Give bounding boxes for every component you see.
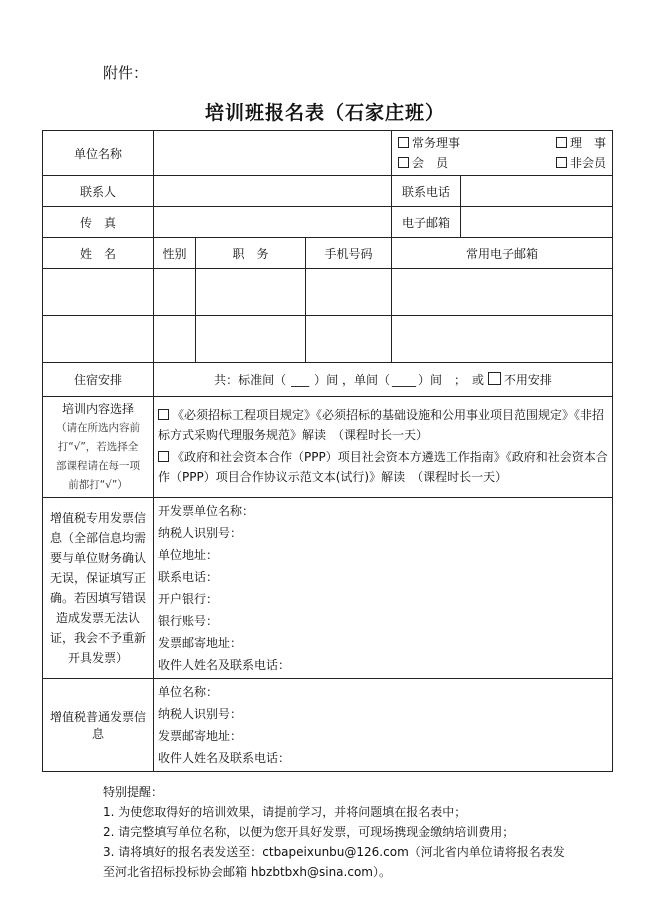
membership-option-non-member[interactable]: 非会员 bbox=[556, 153, 606, 173]
vat-special-field[interactable]: 发票邮寄地址： bbox=[158, 636, 243, 650]
attendee-mobile-field[interactable] bbox=[306, 316, 392, 363]
unit-name-label: 单位名称 bbox=[43, 131, 154, 176]
attendee-gender-field[interactable] bbox=[154, 316, 196, 363]
vat-special-field[interactable]: 开发票单位名称： bbox=[158, 504, 255, 518]
attendee-position-field[interactable] bbox=[196, 316, 306, 363]
contact-field[interactable] bbox=[154, 176, 392, 207]
lodging-label: 住宿安排 bbox=[43, 363, 154, 397]
checkbox-icon[interactable] bbox=[158, 409, 169, 420]
table-row bbox=[43, 316, 613, 363]
col-position-header: 职 务 bbox=[196, 238, 306, 269]
email-label: 电子邮箱 bbox=[392, 207, 461, 238]
vat-special-field[interactable]: 开户银行： bbox=[158, 592, 219, 606]
membership-option-director[interactable]: 理 事 bbox=[556, 133, 606, 153]
col-gender-header: 性别 bbox=[154, 238, 196, 269]
contact-label: 联系人 bbox=[43, 176, 154, 207]
vat-special-field[interactable]: 银行账号： bbox=[158, 614, 219, 628]
annex-label: 附件： bbox=[103, 64, 149, 82]
note-item: 1. 为使您取得好的培训效果，请提前学习，并将问题填在报名表中； bbox=[103, 805, 467, 819]
special-notes bbox=[103, 782, 573, 882]
checkbox-icon[interactable] bbox=[556, 137, 567, 148]
vat-normal-field[interactable]: 纳税人识别号： bbox=[158, 707, 243, 721]
vat-special-field[interactable]: 联系电话： bbox=[158, 570, 219, 584]
course-options bbox=[154, 397, 613, 498]
checkbox-icon[interactable] bbox=[398, 157, 409, 168]
phone-field[interactable] bbox=[461, 176, 613, 207]
note-item: 2. 请完整填写单位名称，以便为您开具好发票，可现场携现金缴纳培训费用； bbox=[103, 825, 515, 839]
attendee-email-field[interactable] bbox=[392, 269, 613, 316]
vat-special-field[interactable]: 纳税人识别号： bbox=[158, 526, 243, 540]
vat-normal-fields bbox=[154, 679, 613, 772]
notes-heading: 特别提醒： bbox=[103, 785, 164, 799]
checkbox-icon[interactable] bbox=[556, 157, 567, 168]
table-row bbox=[43, 269, 613, 316]
page-title: 培训班报名表（石家庄班） bbox=[204, 102, 445, 124]
vat-special-fields bbox=[154, 498, 613, 679]
fax-label: 传 真 bbox=[43, 207, 154, 238]
checkbox-icon[interactable] bbox=[398, 137, 409, 148]
col-mobile-header: 手机号码 bbox=[306, 238, 392, 269]
standard-room-count-field[interactable]: ___ bbox=[291, 373, 310, 387]
vat-normal-field[interactable]: 发票邮寄地址： bbox=[158, 729, 243, 743]
checkbox-icon[interactable] bbox=[488, 372, 501, 385]
attendee-position-field[interactable] bbox=[196, 269, 306, 316]
email-field[interactable] bbox=[461, 207, 613, 238]
attendee-gender-field[interactable] bbox=[154, 269, 196, 316]
attendee-name-field[interactable] bbox=[43, 269, 154, 316]
registration-form bbox=[42, 130, 613, 772]
no-lodging-option[interactable]: 不用安排 bbox=[488, 373, 552, 387]
col-email-header: 常用电子邮箱 bbox=[392, 238, 613, 269]
membership-options bbox=[392, 131, 613, 176]
course-selection-label: 培训内容选择 （请在所选内容前 打“√”，若选择全 部课程请在每一项 前都打“√”） bbox=[43, 397, 154, 498]
attendee-name-field[interactable] bbox=[43, 316, 154, 363]
checkbox-icon[interactable] bbox=[158, 451, 169, 462]
vat-normal-field[interactable]: 收件人姓名及联系电话： bbox=[158, 751, 291, 765]
vat-normal-field[interactable]: 单位名称： bbox=[158, 685, 219, 699]
attendee-mobile-field[interactable] bbox=[306, 269, 392, 316]
phone-label: 联系电话 bbox=[392, 176, 461, 207]
vat-special-field[interactable]: 收件人姓名及联系电话： bbox=[158, 658, 291, 672]
vat-special-label: 增值税专用发票信息（全部信息均需要与单位财务确认无误，保证填写正确。若因填写错误造成发票无法认证，我会不予重新开具发票） bbox=[43, 498, 154, 679]
lodging-options: 共：标准间（ ___ ）间 ，单间（ ____ ）间 ； 或 不用安排 bbox=[154, 363, 613, 397]
vat-special-field[interactable]: 单位地址： bbox=[158, 548, 219, 562]
membership-option-standing-director[interactable]: 常务理事 bbox=[398, 133, 460, 153]
vat-normal-label: 增值税普通发票信息 bbox=[43, 679, 154, 772]
col-name-header: 姓 名 bbox=[43, 238, 154, 269]
unit-name-field[interactable] bbox=[154, 131, 392, 176]
membership-option-member[interactable]: 会 员 bbox=[398, 153, 448, 173]
attendee-email-field[interactable] bbox=[392, 316, 613, 363]
single-room-count-field[interactable]: ____ bbox=[392, 373, 416, 387]
course-option-1[interactable]: 《必须招标工程项目规定》《必须招标的基础设施和公用事业项目范围规定》《非招标方式采购代理服务规范》解读 （课程时长一天） bbox=[158, 408, 605, 442]
note-item: 3. 请将填好的报名表发送至：ctbapeixunbu@126.com（河北省内单位请将报名表发至河北省招标投标协会邮箱 hbzbtbxh@sina.com）。 bbox=[103, 845, 565, 879]
course-option-2[interactable]: 《政府和社会资本合作（PPP）项目社会资本方遴选工作指南》《政府和社会资本合作（PPP）项目合作协议示范文本(试行)》解读 （课程时长一天） bbox=[158, 450, 608, 484]
fax-field[interactable] bbox=[154, 207, 392, 238]
